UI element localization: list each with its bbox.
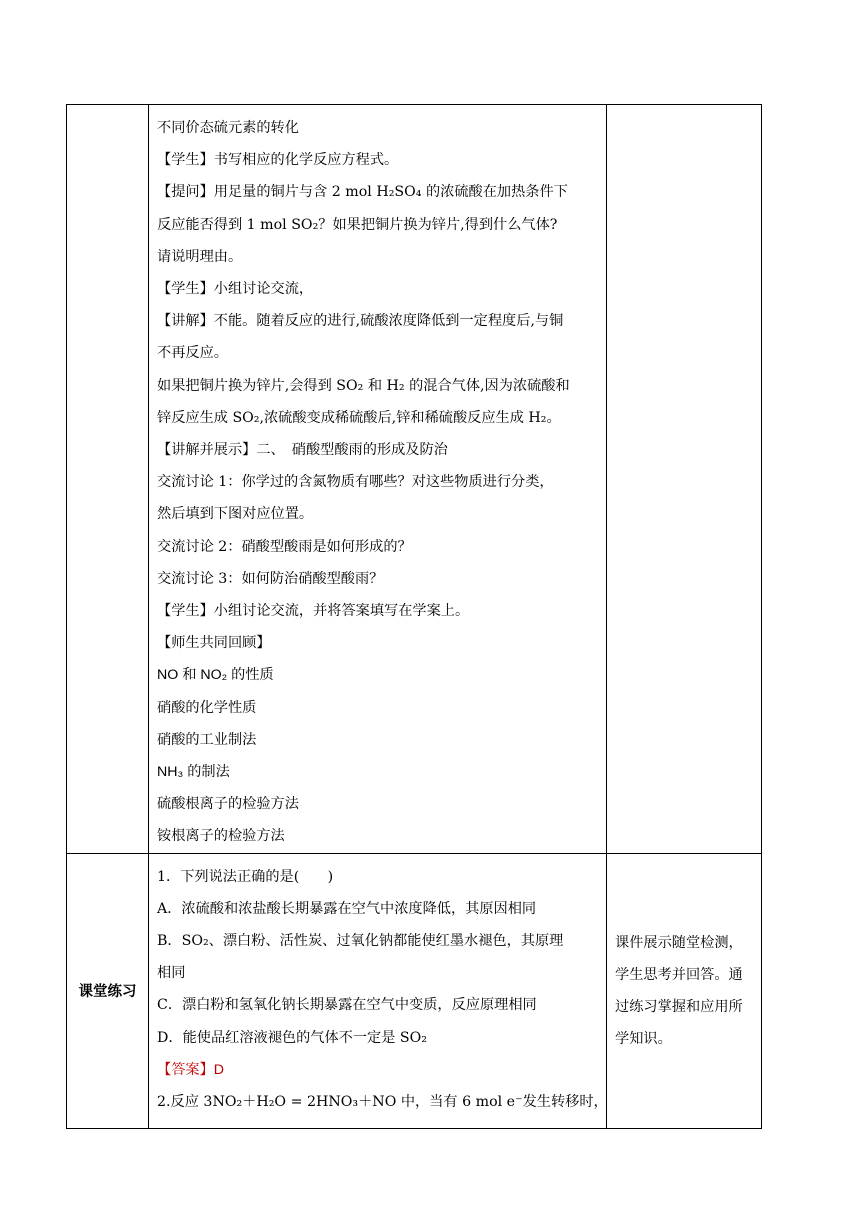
text-line: NO 和 NO₂ 的性质	[157, 667, 274, 684]
text-line: 【学生】小组讨论交流，	[157, 281, 314, 298]
empty-right-cell	[607, 105, 762, 854]
table-row	[67, 853, 762, 1128]
text-line: 交流讨论 3：如何防治硝酸型酸雨？	[157, 570, 384, 587]
content-cell	[149, 105, 607, 854]
answer-line	[157, 1054, 600, 1086]
answer-value: D	[213, 1061, 225, 1078]
text-line: 【讲解】不能。随着反应的进行,硫酸浓度降低到一定程度后,与铜	[157, 313, 564, 330]
empty-label-cell	[67, 105, 149, 854]
text-line: 铵根离子的检验方法	[157, 828, 285, 845]
text-line: 【学生】书写相应的化学反应方程式。	[157, 152, 399, 169]
table-row	[67, 105, 762, 854]
text-line: NH₃ 的制法	[157, 764, 230, 781]
text-line: 【学生】小组讨论交流，并将答案填写在学案上。	[157, 603, 470, 620]
lesson-table	[66, 104, 762, 1129]
option-b-continued: 相同	[157, 965, 186, 982]
option-a: A．浓硫酸和浓盐酸长期暴露在空气中浓度降低，其原因相同	[157, 900, 537, 917]
text-line: 不再反应。	[157, 345, 228, 362]
text-line: 【讲解并展示】二、 硝酸型酸雨的形成及防治	[157, 442, 448, 459]
answer-tag: 【答案】	[157, 1061, 214, 1078]
section-label: 课堂练习	[67, 853, 149, 1128]
text-line: 反应能否得到 1 mol SO₂？如果把铜片换为锌片,得到什么气体?	[157, 216, 558, 233]
text-line: 硝酸的化学性质	[157, 699, 257, 716]
text-line: 锌反应生成 SO₂,浓硫酸变成稀硫酸后,锌和稀硫酸反应生成 H₂。	[157, 409, 561, 426]
text-line: 【师生共同回顾】	[157, 635, 271, 652]
teaching-notes: 课件展示随堂检测，学生思考并回答。通过练习掌握和应用所学知识。	[607, 853, 762, 1128]
option-d: D．能使品红溶液褪色的气体不一定是 SO₂	[157, 1029, 427, 1046]
text-line: 硫酸根离子的检验方法	[157, 796, 299, 813]
question-stem: 2.反应 3NO₂＋H₂O = 2HNO₃＋NO 中，当有 6 mol e⁻发生转移时，	[157, 1094, 608, 1111]
option-c: C．漂白粉和氢氧化钠长期暴露在空气中变质，反应原理相同	[157, 997, 537, 1014]
text-line: 【提问】用足量的铜片与含 2 mol H₂SO₄ 的浓硫酸在加热条件下	[157, 184, 568, 201]
text-line: 如果把铜片换为锌片,会得到 SO₂ 和 H₂ 的混合气体,因为浓硫酸和	[157, 377, 570, 394]
text-line: 然后填到下图对应位置。	[157, 506, 314, 523]
text-line: 硝酸的工业制法	[157, 731, 257, 748]
question-stem: 1．下列说法正确的是( )	[157, 868, 334, 885]
exercise-cell	[149, 853, 607, 1128]
text-line: 交流讨论 2：硝酸型酸雨是如何形成的？	[157, 538, 412, 555]
text-line: 交流讨论 1：你学过的含氮物质有哪些？对这些物质进行分类，	[157, 474, 554, 491]
text-line: 请说明理由。	[157, 248, 243, 265]
option-b: B．SO₂、漂白粉、活性炭、过氧化钠都能使红墨水褪色，其原理	[157, 933, 564, 950]
text-line: 不同价态硫元素的转化	[157, 120, 299, 136]
